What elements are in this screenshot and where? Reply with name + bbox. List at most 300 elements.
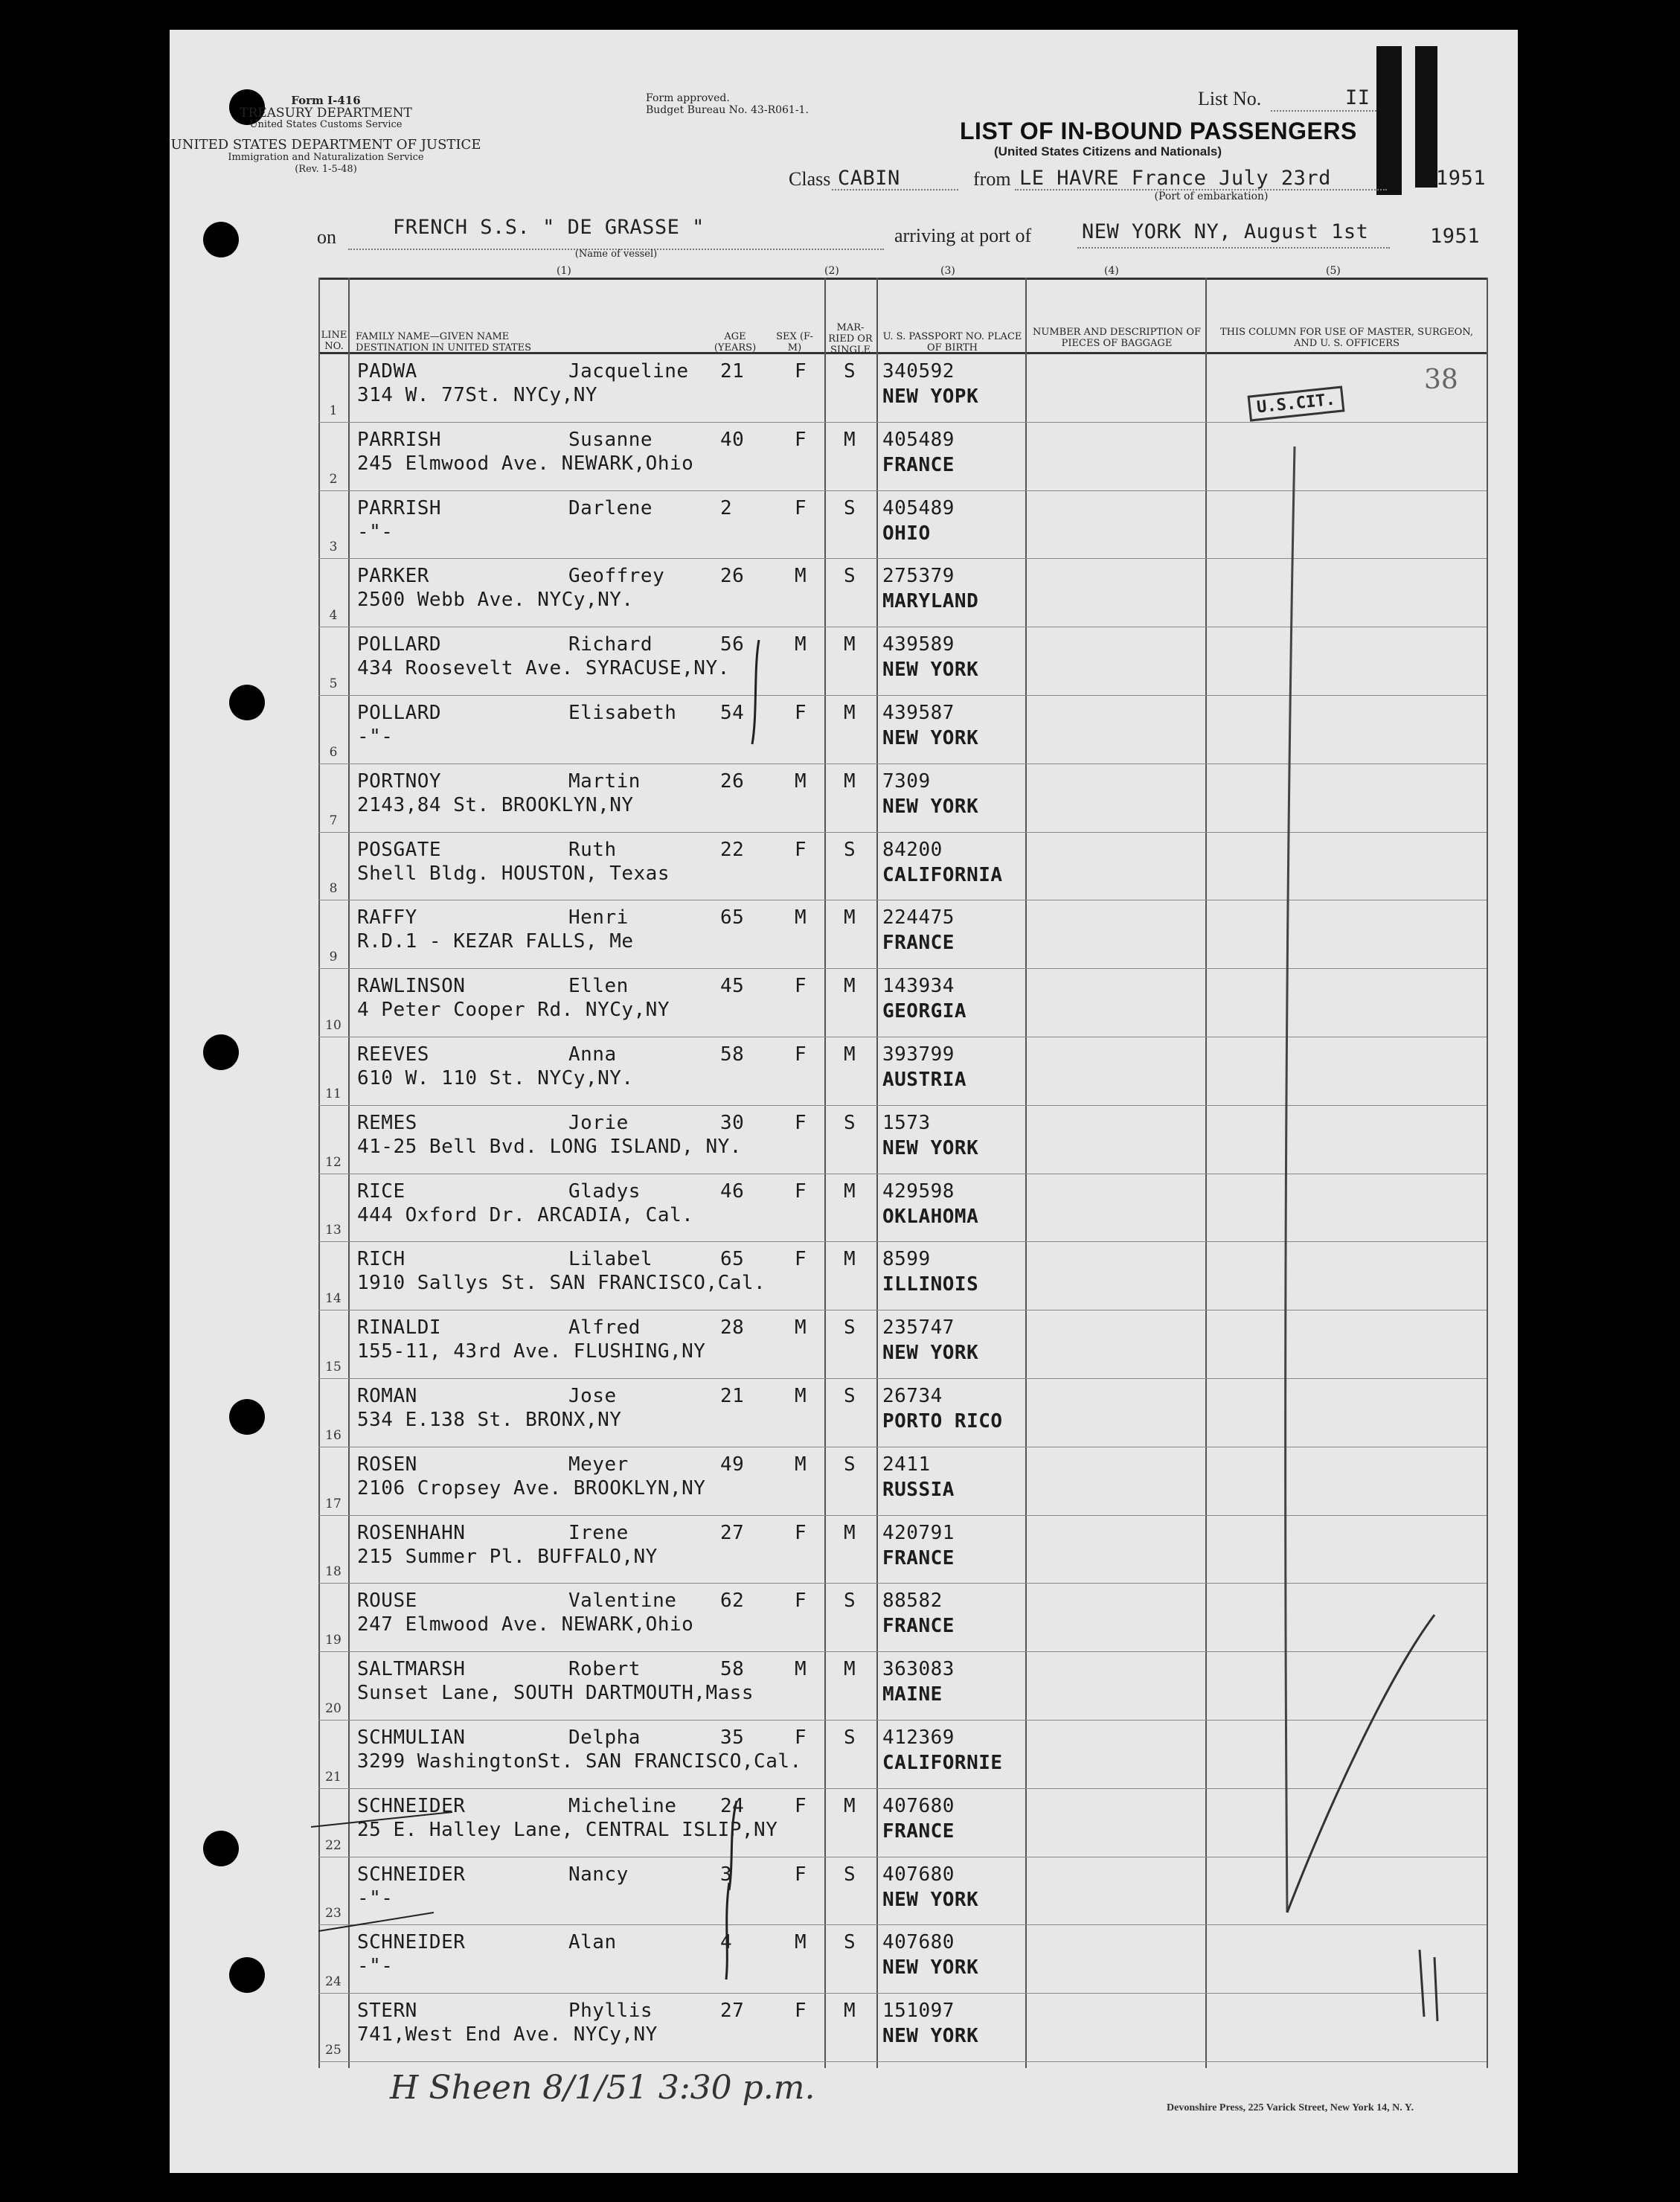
given-name: Micheline — [568, 1794, 677, 1817]
passport-number: 405489 — [882, 428, 955, 451]
passport-number: 405489 — [882, 496, 955, 519]
place-of-birth: NEW YORK — [882, 1956, 979, 1979]
line-number: 12 — [325, 1154, 342, 1170]
passport-number: 1573 — [882, 1111, 931, 1134]
given-name: Henri — [568, 906, 629, 929]
age: 27 — [720, 1521, 745, 1544]
place-of-birth: FRANCE — [882, 1615, 955, 1638]
document-subtitle: (United States Citizens and Nationals) — [994, 144, 1222, 159]
line-number: 3 — [329, 540, 338, 555]
marital-status: M — [844, 1794, 856, 1817]
age: 24 — [720, 1794, 745, 1817]
sex: M — [795, 1385, 807, 1407]
passport-number: 412369 — [882, 1726, 955, 1749]
destination-address: 2500 Webb Ave. NYCy,NY. — [357, 589, 634, 612]
marital-status: M — [844, 1658, 856, 1681]
sex: F — [795, 1726, 807, 1749]
destination-address: 444 Oxford Dr. ARCADIA, Cal. — [357, 1203, 694, 1226]
marital-status: S — [844, 1316, 856, 1340]
given-name: Martin — [568, 769, 641, 793]
header-officers: THIS COLUMN FOR USE OF MASTER, SURGEON, AND U. S. OFFICERS — [1219, 327, 1474, 349]
table-row — [318, 1310, 1487, 1379]
sex: F — [795, 1111, 807, 1134]
on-label: on — [317, 226, 336, 248]
passport-number: 88582 — [882, 1590, 943, 1613]
sex: F — [795, 702, 807, 724]
marital-status: S — [844, 565, 856, 588]
passport-number: 439587 — [882, 702, 955, 724]
line-number: 21 — [325, 1769, 342, 1785]
table-row — [318, 1584, 1487, 1652]
family-name: SCHNEIDER — [357, 1863, 466, 1886]
table-row — [318, 696, 1487, 764]
age: 45 — [720, 975, 745, 998]
sex: M — [795, 565, 807, 588]
given-name: Susanne — [568, 428, 653, 451]
list-no-label: List No. — [1198, 88, 1262, 109]
given-name: Jacqueline — [568, 360, 689, 383]
passport-number: 393799 — [882, 1043, 955, 1066]
punch-hole — [203, 1831, 239, 1866]
passport-number: 429598 — [882, 1180, 955, 1203]
age: 21 — [720, 360, 745, 383]
family-name: PARKER — [357, 565, 429, 588]
family-name: REEVES — [357, 1043, 429, 1066]
sex: F — [795, 1794, 807, 1817]
table-row — [318, 491, 1487, 560]
place-of-birth: NEW YORK — [882, 727, 979, 749]
punch-hole — [229, 1957, 265, 1993]
sex: F — [795, 2000, 807, 2023]
line-number: 4 — [329, 608, 338, 624]
sex: M — [795, 1453, 807, 1476]
punch-hole — [229, 685, 265, 720]
passport-number: 143934 — [882, 975, 955, 998]
table-row — [318, 1516, 1487, 1584]
age: 4 — [720, 1931, 733, 1954]
given-name: Robert — [568, 1658, 641, 1681]
destination-address: 434 Roosevelt Ave. SYRACUSE,NY. — [357, 657, 730, 680]
family-name: PADWA — [357, 360, 417, 383]
table-row — [318, 833, 1487, 901]
place-of-birth: PORTO RICO — [882, 1410, 1003, 1433]
family-name: ROSEN — [357, 1453, 417, 1476]
customs-service: United States Customs Service — [249, 119, 403, 130]
punch-hole — [203, 222, 239, 257]
given-name: Jorie — [568, 1111, 629, 1134]
header-passport: U. S. PASSPORT NO. PLACE OF BIRTH — [882, 331, 1022, 353]
arriving-value: NEW YORK NY, August 1st — [1082, 220, 1369, 243]
destination-address: 247 Elmwood Ave. NEWARK,Ohio — [357, 1613, 694, 1636]
line-number: 11 — [325, 1086, 342, 1101]
family-name: RAFFY — [357, 906, 417, 929]
marital-status: M — [844, 906, 856, 929]
inspector-signature: H Sheen 8/1/51 3:30 p.m. — [390, 2069, 815, 2107]
line-number: 24 — [325, 1974, 342, 1990]
place-of-birth: NEW YORK — [882, 795, 979, 818]
table-row — [318, 1037, 1487, 1106]
line-number: 9 — [329, 950, 338, 965]
table-row — [318, 1106, 1487, 1174]
justice-dept: UNITED STATES DEPARTMENT OF JUSTICE — [170, 137, 481, 153]
passport-number: 439589 — [882, 633, 955, 656]
row-divider — [318, 2061, 1487, 2062]
given-name: Nancy — [568, 1863, 629, 1886]
destination-address: 741,West End Ave. NYCy,NY — [357, 2023, 658, 2046]
marital-status: S — [844, 838, 856, 861]
table-row — [318, 1242, 1487, 1310]
family-name: SALTMARSH — [357, 1658, 466, 1681]
family-name: STERN — [357, 2000, 417, 2023]
marital-status: M — [844, 2000, 856, 2023]
given-name: Ellen — [568, 975, 629, 998]
family-name: PARRISH — [357, 428, 442, 451]
age: 30 — [720, 1111, 745, 1134]
sex: F — [795, 1590, 807, 1613]
line-number: 18 — [325, 1564, 342, 1580]
age: 3 — [720, 1863, 733, 1886]
place-of-birth: ILLINOIS — [882, 1273, 979, 1296]
destination-address: 2106 Cropsey Ave. BROOKLYN,NY — [357, 1476, 706, 1500]
line-number: 23 — [325, 1906, 342, 1921]
family-name: RICH — [357, 1248, 405, 1271]
line-number: 5 — [329, 676, 338, 691]
age: 58 — [720, 1658, 745, 1681]
destination-address: 2143,84 St. BROOKLYN,NY — [357, 793, 634, 816]
age: 22 — [720, 838, 745, 861]
table-row — [318, 627, 1487, 696]
sex: F — [795, 1043, 807, 1066]
line-number: 17 — [325, 1496, 342, 1511]
destination-address: 3299 WashingtonSt. SAN FRANCISCO,Cal. — [357, 1750, 802, 1773]
place-of-birth: MAINE — [882, 1683, 943, 1706]
marital-status: S — [844, 1453, 856, 1476]
marital-status: M — [844, 975, 856, 998]
passport-number: 26734 — [882, 1385, 943, 1407]
sex: F — [795, 1180, 807, 1203]
punch-hole — [203, 1034, 239, 1070]
sex: F — [795, 1521, 807, 1544]
passport-number: 407680 — [882, 1931, 955, 1954]
given-name: Anna — [568, 1043, 617, 1066]
family-name: RINALDI — [357, 1316, 442, 1340]
place-of-birth: FRANCE — [882, 1819, 955, 1843]
sex: F — [795, 1863, 807, 1886]
given-name: Valentine — [568, 1590, 677, 1613]
arriving-line — [1077, 247, 1390, 249]
line-number: 2 — [329, 471, 338, 487]
passport-number: 151097 — [882, 2000, 955, 2023]
passport-number: 7309 — [882, 769, 931, 793]
col-number-3: (3) — [940, 265, 955, 277]
sex: F — [795, 975, 807, 998]
passport-number: 363083 — [882, 1658, 955, 1681]
col-number-2: (2) — [824, 265, 839, 277]
passport-number: 407680 — [882, 1863, 955, 1886]
form-number: Form I-416 — [291, 94, 361, 107]
col-number-5: (5) — [1326, 265, 1341, 277]
from-year: 1951 — [1436, 167, 1487, 190]
passport-number: 407680 — [882, 1794, 955, 1817]
sex: F — [795, 428, 807, 451]
passport-number: 8599 — [882, 1248, 931, 1271]
ins-service: Immigration and Naturalization Service — [228, 152, 424, 163]
line-number: 7 — [329, 813, 338, 828]
sex: F — [795, 360, 807, 383]
given-name: Darlene — [568, 496, 653, 519]
marital-status: S — [844, 1111, 856, 1134]
page-mark: 38 — [1424, 365, 1458, 395]
age: 56 — [720, 633, 745, 656]
age: 54 — [720, 702, 745, 724]
age: 62 — [720, 1590, 745, 1613]
passport-number: 420791 — [882, 1521, 955, 1544]
from-value: LE HAVRE France July 23rd — [1019, 167, 1331, 190]
vessel-name: FRENCH S.S. " DE GRASSE " — [393, 216, 705, 239]
passport-number: 275379 — [882, 565, 955, 588]
sex: M — [795, 769, 807, 793]
table-row — [318, 900, 1487, 969]
age: 27 — [720, 2000, 745, 2023]
destination-address: 245 Elmwood Ave. NEWARK,Ohio — [357, 452, 694, 475]
place-of-birth: OHIO — [882, 522, 931, 545]
header-married: MAR- RIED OR SINGLE — [828, 322, 873, 356]
line-number: 25 — [325, 2042, 342, 2058]
family-name: PORTNOY — [357, 769, 442, 793]
header-age: AGE (YEARS) — [714, 331, 757, 353]
marital-status: M — [844, 769, 856, 793]
family-name: PARRISH — [357, 496, 442, 519]
place-of-birth: FRANCE — [882, 453, 955, 476]
line-number: 14 — [325, 1291, 342, 1307]
table-row — [318, 1652, 1487, 1721]
destination-address: 314 W. 77St. NYCy,NY — [357, 384, 598, 406]
passport-number: 235747 — [882, 1316, 955, 1340]
place-of-birth: MARYLAND — [882, 590, 979, 613]
destination-address: 610 W. 110 St. NYCy,NY. — [357, 1067, 634, 1089]
arriving-year: 1951 — [1430, 225, 1481, 248]
age: 46 — [720, 1180, 745, 1203]
sex: M — [795, 1931, 807, 1954]
sex: M — [795, 1316, 807, 1340]
passenger-table — [318, 278, 1487, 2068]
line-number: 1 — [329, 403, 338, 418]
header-line-no: LINE NO. — [321, 330, 347, 352]
given-name: Geoffrey — [568, 565, 665, 588]
destination-address: 41-25 Bell Bvd. LONG ISLAND, NY. — [357, 1135, 742, 1158]
destination-address: 155-11, 43rd Ave. FLUSHING,NY — [357, 1340, 706, 1363]
place-of-birth: OKLAHOMA — [882, 1205, 979, 1228]
from-label: from — [973, 168, 1011, 190]
age: 49 — [720, 1453, 745, 1476]
place-of-birth: GEORGIA — [882, 1000, 967, 1023]
given-name: Elisabeth — [568, 702, 677, 724]
line-number: 6 — [329, 744, 338, 760]
age: 65 — [720, 1248, 745, 1271]
age: 35 — [720, 1726, 745, 1749]
line-number: 10 — [325, 1017, 342, 1033]
header-name: FAMILY NAME—GIVEN NAME DESTINATION IN UNITED STATES — [356, 331, 532, 353]
marital-status: S — [844, 1385, 856, 1407]
marker-stroke — [1376, 46, 1402, 195]
marital-status: S — [844, 1590, 856, 1613]
place-of-birth: NEW YOPK — [882, 385, 979, 408]
place-of-birth: NEW YORK — [882, 1888, 979, 1911]
family-name: ROSENHAHN — [357, 1521, 466, 1544]
table-row — [318, 1925, 1487, 1994]
destination-address: -"- — [357, 726, 394, 748]
sex: F — [795, 496, 807, 519]
marker-stroke — [1415, 46, 1437, 188]
passport-number: 224475 — [882, 906, 955, 929]
col-number-4: (4) — [1104, 265, 1119, 277]
line-number: 8 — [329, 881, 338, 897]
marital-status: M — [844, 702, 856, 724]
family-name: POLLARD — [357, 702, 442, 724]
us-citizen-stamp: U.S.CIT. — [1248, 385, 1345, 421]
destination-address: Sunset Lane, SOUTH DARTMOUTH,Mass — [357, 1682, 754, 1705]
marital-status: M — [844, 1180, 856, 1203]
given-name: Alfred — [568, 1316, 641, 1340]
table-top-border — [318, 278, 1487, 280]
table-row — [318, 764, 1487, 833]
document-page — [170, 30, 1518, 2173]
punch-hole — [229, 1399, 265, 1435]
table-row — [318, 1721, 1487, 1789]
list-no-line — [1271, 110, 1382, 112]
age: 26 — [720, 565, 745, 588]
sex: M — [795, 633, 807, 656]
place-of-birth: CALIFORNIA — [882, 863, 1003, 886]
sex: F — [795, 838, 807, 861]
given-name: Irene — [568, 1521, 629, 1544]
given-name: Meyer — [568, 1453, 629, 1476]
treasury-dept: TREASURY DEPARTMENT — [240, 106, 412, 121]
table-row — [318, 1857, 1487, 1926]
line-number: 19 — [325, 1633, 342, 1648]
given-name: Alan — [568, 1931, 617, 1954]
given-name: Gladys — [568, 1180, 641, 1203]
family-name: SCHNEIDER — [357, 1931, 466, 1954]
marital-status: M — [844, 1521, 856, 1544]
place-of-birth: RUSSIA — [882, 1478, 955, 1501]
place-of-birth: NEW YORK — [882, 1342, 979, 1365]
table-row — [318, 1994, 1487, 2062]
passport-number: 2411 — [882, 1453, 931, 1476]
place-of-birth: FRANCE — [882, 1546, 955, 1569]
place-of-birth: FRANCE — [882, 932, 955, 955]
revision: (Rev. 1-5-48) — [295, 164, 357, 175]
marital-status: M — [844, 633, 856, 656]
table-row — [318, 1447, 1487, 1516]
marital-status: S — [844, 1863, 856, 1886]
age: 2 — [720, 496, 733, 519]
given-name: Ruth — [568, 838, 617, 861]
destination-address: 215 Summer Pl. BUFFALO,NY — [357, 1545, 658, 1568]
class-label: Class — [789, 168, 831, 190]
destination-address: 25 E. Halley Lane, CENTRAL ISLIP,NY — [357, 1818, 778, 1841]
port-embarkation-caption: (Port of embarkation) — [1154, 191, 1269, 202]
line-number: 22 — [325, 1837, 342, 1853]
age: 58 — [720, 1043, 745, 1066]
given-name: Jose — [568, 1385, 617, 1407]
sex: F — [795, 1248, 807, 1271]
age: 40 — [720, 428, 745, 451]
passport-number: 340592 — [882, 360, 955, 383]
place-of-birth: NEW YORK — [882, 659, 979, 682]
place-of-birth: CALIFORNIE — [882, 1752, 1003, 1774]
given-name: Phyllis — [568, 2000, 653, 2023]
table-row — [318, 969, 1487, 1037]
sex: M — [795, 906, 807, 929]
place-of-birth: NEW YORK — [882, 2025, 979, 2048]
place-of-birth: AUSTRIA — [882, 1069, 967, 1091]
age: 28 — [720, 1316, 745, 1340]
line-number: 15 — [325, 1359, 342, 1374]
marital-status: S — [844, 496, 856, 519]
budget-bureau: Budget Bureau No. 43-R061-1. — [646, 104, 809, 116]
destination-address: Shell Bldg. HOUSTON, Texas — [357, 862, 670, 885]
printer-imprint: Devonshire Press, 225 Varick Street, New York 14, N. Y. — [1167, 2102, 1414, 2113]
table-row — [318, 423, 1487, 491]
form-approved: Form approved. — [646, 92, 730, 104]
family-name: ROMAN — [357, 1385, 417, 1407]
place-of-birth: NEW YORK — [882, 1136, 979, 1159]
given-name: Lilabel — [568, 1248, 653, 1271]
family-name: SCHNEIDER — [357, 1794, 466, 1817]
marital-status: M — [844, 428, 856, 451]
table-row — [318, 1789, 1487, 1857]
document-title: LIST OF IN-BOUND PASSENGERS — [960, 118, 1357, 144]
passport-number: 84200 — [882, 838, 943, 861]
age: 26 — [720, 769, 745, 793]
family-name: ROUSE — [357, 1590, 417, 1613]
class-value: CABIN — [838, 167, 900, 190]
sex: M — [795, 1658, 807, 1681]
family-name: RICE — [357, 1180, 405, 1203]
line-number: 20 — [325, 1700, 342, 1716]
col-divider — [1487, 278, 1488, 2068]
destination-address: R.D.1 - KEZAR FALLS, Me — [357, 930, 634, 953]
marital-status: S — [844, 1931, 856, 1954]
given-name: Delpha — [568, 1726, 641, 1749]
line-number: 13 — [325, 1223, 342, 1238]
marital-status: M — [844, 1043, 856, 1066]
marital-status: S — [844, 1726, 856, 1749]
table-row — [318, 1174, 1487, 1243]
table-row — [318, 1379, 1487, 1447]
family-name: REMES — [357, 1111, 417, 1134]
list-no-value: II — [1345, 86, 1370, 109]
destination-address: -"- — [357, 1955, 394, 1978]
destination-address: 534 E.138 St. BRONX,NY — [357, 1409, 622, 1431]
line-number: 16 — [325, 1427, 342, 1443]
family-name: POSGATE — [357, 838, 442, 861]
col-number-1: (1) — [557, 265, 571, 277]
header-baggage: NUMBER AND DESCRIPTION OF PIECES OF BAGGAGE — [1033, 327, 1202, 349]
family-name: SCHMULIAN — [357, 1726, 466, 1749]
table-row — [318, 559, 1487, 627]
vessel-caption: (Name of vessel) — [574, 249, 658, 260]
destination-address: 4 Peter Cooper Rd. NYCy,NY — [357, 999, 670, 1022]
marital-status: M — [844, 1248, 856, 1271]
arriving-label: arriving at port of — [894, 225, 1032, 246]
age: 65 — [720, 906, 745, 929]
family-name: RAWLINSON — [357, 975, 466, 998]
header-sex: SEX (F-M) — [776, 331, 813, 353]
destination-address: -"- — [357, 1886, 394, 1910]
age: 21 — [720, 1385, 745, 1407]
